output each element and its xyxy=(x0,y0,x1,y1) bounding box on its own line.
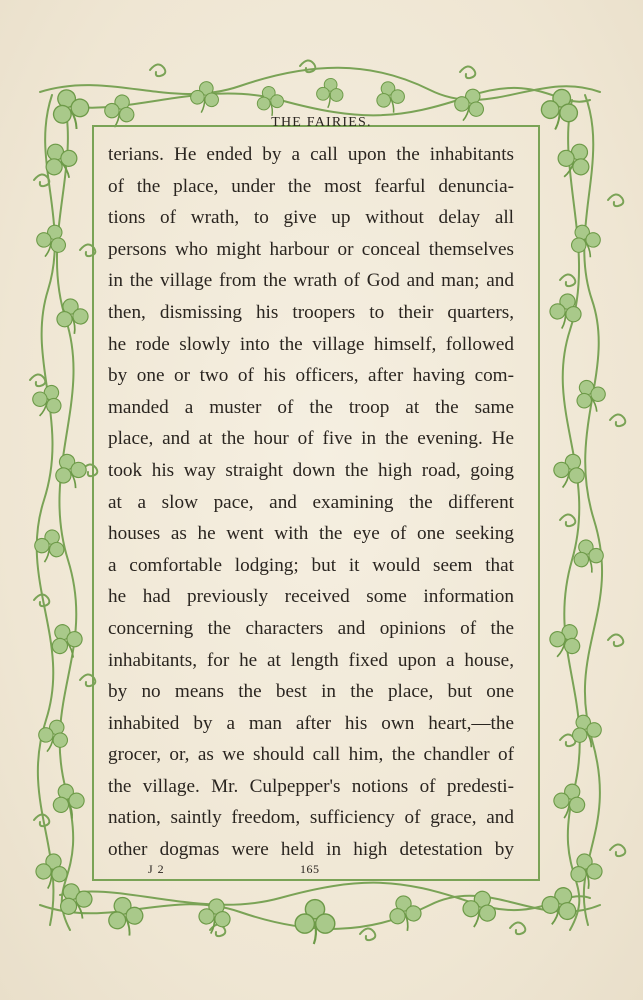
text-line: inhabitants, for he at length fixed upon a house, xyxy=(108,649,514,671)
text-line: nation, saintly freedom, sufficiency of grace, and xyxy=(108,807,514,829)
text-line: concerning the characters and opinions of the xyxy=(108,617,514,639)
text-line: terians. He ended by a call upon the inhabitants xyxy=(108,144,514,165)
text-line: grocer, or, as we should call him, the chandler of xyxy=(108,744,514,766)
page-number: 165 xyxy=(300,862,320,876)
running-head: THE FAIRIES. xyxy=(271,115,372,130)
text-line: place, and at the hour of five in the evening. He xyxy=(108,428,514,450)
body-text xyxy=(108,139,514,866)
text-line: the village. Mr. Culpepper's notions of predesti- xyxy=(108,775,514,797)
text-line: other dogmas were held in high detestation by xyxy=(108,839,514,861)
text-line: inhabited by a man after his own heart,—the xyxy=(108,712,514,734)
text-line: of the place, under the most fearful denuncia- xyxy=(108,175,514,197)
text-line: then, dismissing his troopers to their quarters, xyxy=(108,301,514,323)
text-line: by no means the best in the place, but one xyxy=(108,681,514,703)
text-line: at a slow pace, and examining the different xyxy=(108,491,514,513)
text-line: persons who might harbour or conceal themselves xyxy=(108,238,514,260)
text-line: houses as he went with the eye of one seeking xyxy=(108,523,514,545)
text-line: manded a muster of the troop at the same xyxy=(108,396,514,418)
text-line: he rode slowly into the village himself, followed xyxy=(108,333,514,355)
text-line: in the village from the wrath of God and man; and xyxy=(108,270,514,292)
text-line: took his way straight down the high road, going xyxy=(108,459,514,481)
text-line: he had previously received some information xyxy=(108,586,514,608)
signature-mark: J 2 xyxy=(148,862,165,876)
text-line: a comfortable lodging; but it would seem that xyxy=(108,554,514,576)
text-line: by one or two of his officers, after having com- xyxy=(108,365,514,387)
text-line: tions of wrath, to give up without delay all xyxy=(108,207,514,229)
